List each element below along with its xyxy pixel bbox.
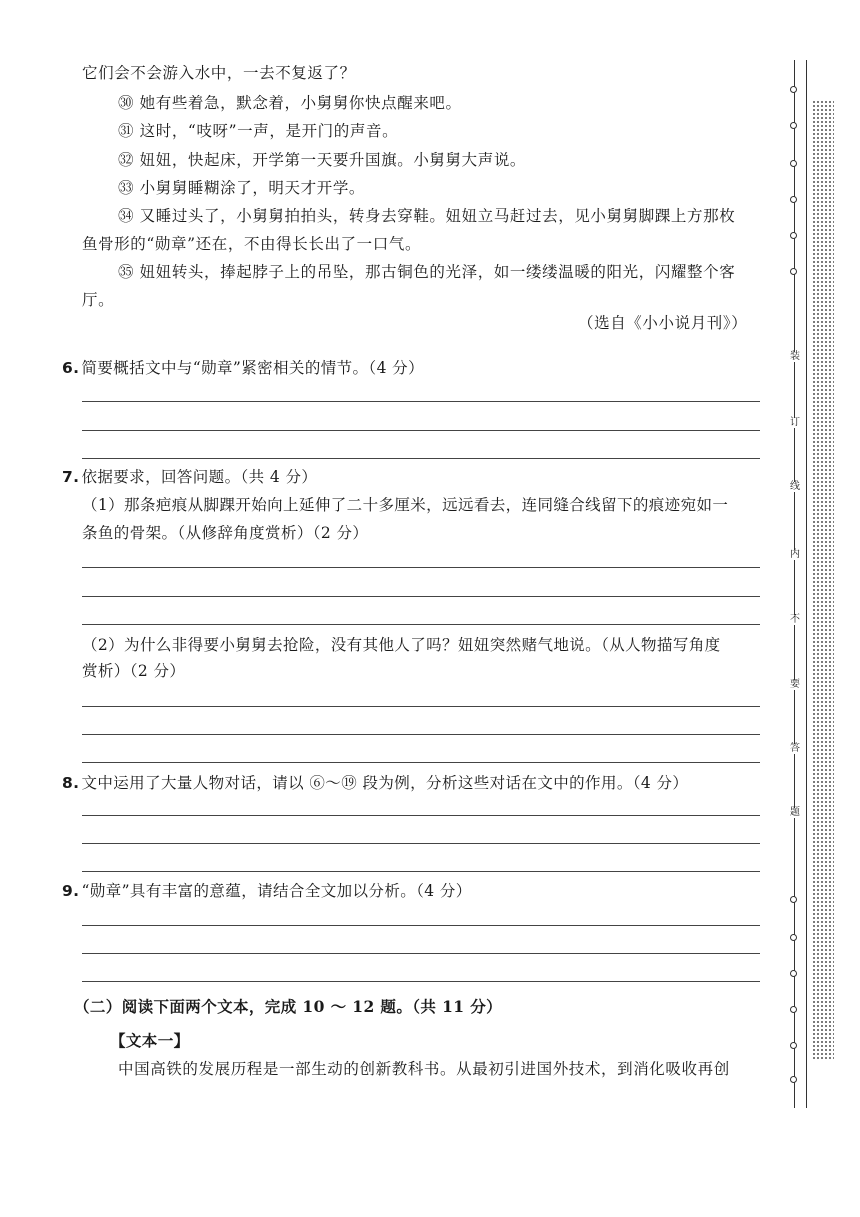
binding-hole-icon: [790, 1076, 797, 1083]
question-9: [62, 880, 472, 902]
section-heading: （二）阅读下面两个文本，完成 10 ～ 12 题。（共 11 分）: [74, 997, 503, 1016]
binding-hole-icon: [790, 160, 797, 167]
text1-line: 中国高铁的发展历程是一部生动的创新教科书。从最初引进国外技术，到消化吸收再创: [118, 1060, 730, 1078]
binding-char: 装: [790, 351, 800, 362]
question-6: [62, 357, 424, 379]
binding-char: 题: [790, 807, 800, 818]
binding-char: 答: [790, 743, 800, 754]
answer-line[interactable]: [82, 981, 760, 982]
question-7-sub2: （2）为什么非得要小舅舅去抢险，没有其他人了吗？妞妞突然赌气地说。（从人物描写角度: [82, 636, 721, 654]
binding-hole-icon: [790, 86, 797, 93]
answer-line[interactable]: [82, 567, 760, 568]
question-number: 7.: [62, 468, 80, 486]
answer-line[interactable]: [82, 734, 760, 735]
binding-hole-icon: [790, 268, 797, 275]
passage-line: ㉛ 这时，“吱呀”一声，是开门的声音。: [118, 122, 399, 140]
answer-line[interactable]: [82, 458, 760, 459]
question-7-sub1: 条鱼的骨架。（从修辞角度赏析）（2 分）: [82, 524, 369, 542]
answer-line[interactable]: [82, 925, 760, 926]
question-text: 依据要求，回答问题。（共 4 分）: [81, 468, 318, 486]
passage-line: 它们会不会游入水中，一去不复返了？: [82, 64, 356, 82]
answer-line[interactable]: [82, 596, 760, 597]
passage-line: ㉟ 妞妞转头，捧起脖子上的吊坠，那古铜色的光泽，如一缕缕温暖的阳光，闪耀整个客: [118, 263, 736, 281]
binding-char: 订: [790, 417, 800, 428]
question-text: 简要概括文中与“勋章”紧密相关的情节。（4 分）: [81, 359, 424, 377]
question-number: 9.: [62, 882, 80, 900]
binding-hole-icon: [790, 232, 797, 239]
binding-hole-icon: [790, 196, 797, 203]
binding-dots: [812, 100, 834, 1060]
binding-line: [794, 60, 795, 1108]
binding-char: 内: [790, 549, 800, 560]
question-7-sub1: （1）那条疤痕从脚踝开始向上延伸了二十多厘米，远远看去，连同缝合线留下的痕迹宛如一: [82, 496, 729, 514]
question-8: [62, 772, 688, 794]
passage-line: ㉞ 又睡过头了，小舅舅拍拍头，转身去穿鞋。妞妞立马赶过去，见小舅舅脚踝上方那枚: [118, 207, 736, 225]
binding-char: 要: [790, 679, 800, 690]
binding-char: 线: [790, 481, 800, 492]
binding-hole-icon: [790, 1006, 797, 1013]
binding-hole-icon: [790, 970, 797, 977]
answer-line[interactable]: [82, 401, 760, 402]
answer-line[interactable]: [82, 843, 760, 844]
answer-line[interactable]: [82, 762, 760, 763]
passage-line: 鱼骨形的“勋章”还在，不由得长长出了一口气。: [82, 235, 422, 253]
binding-hole-icon: [790, 896, 797, 903]
answer-line[interactable]: [82, 871, 760, 872]
binding-hole-icon: [790, 1042, 797, 1049]
question-text: “勋章”具有丰富的意蕴，请结合全文加以分析。（4 分）: [81, 882, 472, 900]
passage-line: ㉚ 她有些着急，默念着，小舅舅你快点醒来吧。: [118, 94, 462, 112]
passage-line: 厅。: [82, 291, 115, 309]
question-7-sub2: 赏析）（2 分）: [82, 662, 186, 680]
binding-hole-icon: [790, 122, 797, 129]
answer-line[interactable]: [82, 953, 760, 954]
passage-line: ㉜ 妞妞，快起床，开学第一天要升国旗。小舅舅大声说。: [118, 151, 527, 169]
question-7: [62, 466, 317, 488]
binding-hole-icon: [790, 934, 797, 941]
answer-line[interactable]: [82, 624, 760, 625]
passage-line: ㉝ 小舅舅睡糊涂了，明天才开学。: [118, 179, 366, 197]
passage-source: （选自《小小说月刊》）: [578, 314, 748, 332]
question-number: 6.: [62, 359, 80, 377]
answer-line[interactable]: [82, 430, 760, 431]
binding-line-outer: [806, 60, 807, 1108]
binding-char: 不: [790, 614, 800, 625]
answer-line[interactable]: [82, 706, 760, 707]
text1-label: 【文本一】: [110, 1031, 190, 1050]
question-number: 8.: [62, 774, 80, 792]
answer-line[interactable]: [82, 815, 760, 816]
question-text: 文中运用了大量人物对话，请以 ⑥～⑲ 段为例，分析这些对话在文中的作用。（4 分）: [81, 774, 689, 792]
